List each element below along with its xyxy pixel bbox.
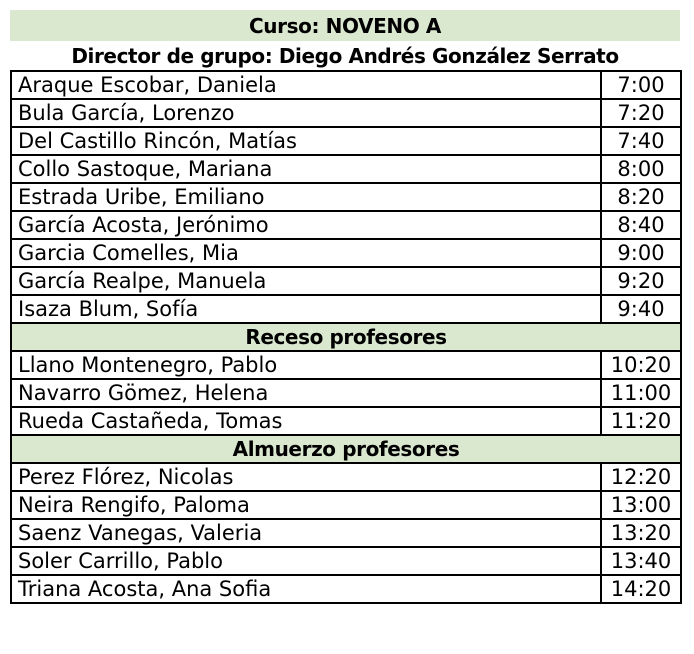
student-name: Araque Escobar, Daniela: [11, 71, 601, 99]
appointment-time: 13:20: [601, 519, 681, 547]
appointment-time: 9:40: [601, 295, 681, 323]
appointment-time: 7:40: [601, 127, 681, 155]
student-name: Garcia Comelles, Mia: [11, 239, 601, 267]
table-row: [11, 575, 681, 603]
schedule-sheet: [10, 10, 680, 604]
table-row: [11, 407, 681, 435]
table-row: [11, 127, 681, 155]
break-row: [11, 435, 681, 463]
break-label: Almuerzo profesores: [11, 435, 681, 463]
table-row: [11, 295, 681, 323]
student-name: Isaza Blum, Sofía: [11, 295, 601, 323]
table-row: [11, 183, 681, 211]
student-name: García Realpe, Manuela: [11, 267, 601, 295]
student-name: Bula García, Lorenzo: [11, 99, 601, 127]
table-row: [11, 463, 681, 491]
break-row: [11, 323, 681, 351]
appointment-time: 10:20: [601, 351, 681, 379]
course-title: Curso: NOVENO A: [10, 10, 680, 41]
student-name: Del Castillo Rincón, Matías: [11, 127, 601, 155]
table-row: [11, 267, 681, 295]
student-name: Llano Montenegro, Pablo: [11, 351, 601, 379]
table-row: [11, 155, 681, 183]
appointment-time: 7:00: [601, 71, 681, 99]
table-row: [11, 71, 681, 99]
appointment-time: 11:20: [601, 407, 681, 435]
appointment-time: 8:40: [601, 211, 681, 239]
appointment-time: 13:00: [601, 491, 681, 519]
table-row: [11, 379, 681, 407]
appointment-time: 12:20: [601, 463, 681, 491]
appointment-time: 7:20: [601, 99, 681, 127]
group-director: Director de grupo: Diego Andrés González Serrato: [71, 43, 619, 68]
table-row: [11, 547, 681, 575]
table-row: [11, 99, 681, 127]
table-row: [11, 211, 681, 239]
appointment-time: 9:00: [601, 239, 681, 267]
table-row: [11, 519, 681, 547]
schedule-body: [11, 71, 681, 603]
student-name: Collo Sastoque, Mariana: [11, 155, 601, 183]
student-name: Triana Acosta, Ana Sofia: [11, 575, 601, 603]
appointment-time: 9:20: [601, 267, 681, 295]
appointment-time: 14:20: [601, 575, 681, 603]
student-name: Soler Carrillo, Pablo: [11, 547, 601, 575]
student-name: Estrada Uribe, Emiliano: [11, 183, 601, 211]
student-name: Perez Flórez, Nicolas: [11, 463, 601, 491]
table-row: [11, 351, 681, 379]
student-name: Saenz Vanegas, Valeria: [11, 519, 601, 547]
student-name: Navarro Gömez, Helena: [11, 379, 601, 407]
appointment-time: 13:40: [601, 547, 681, 575]
student-name: Neira Rengifo, Paloma: [11, 491, 601, 519]
schedule-table: [10, 70, 682, 604]
appointment-time: 11:00: [601, 379, 681, 407]
break-label: Receso profesores: [11, 323, 681, 351]
appointment-time: 8:20: [601, 183, 681, 211]
appointment-time: 8:00: [601, 155, 681, 183]
table-row: [11, 239, 681, 267]
student-name: Rueda Castañeda, Tomas: [11, 407, 601, 435]
student-name: García Acosta, Jerónimo: [11, 211, 601, 239]
table-row: [11, 491, 681, 519]
